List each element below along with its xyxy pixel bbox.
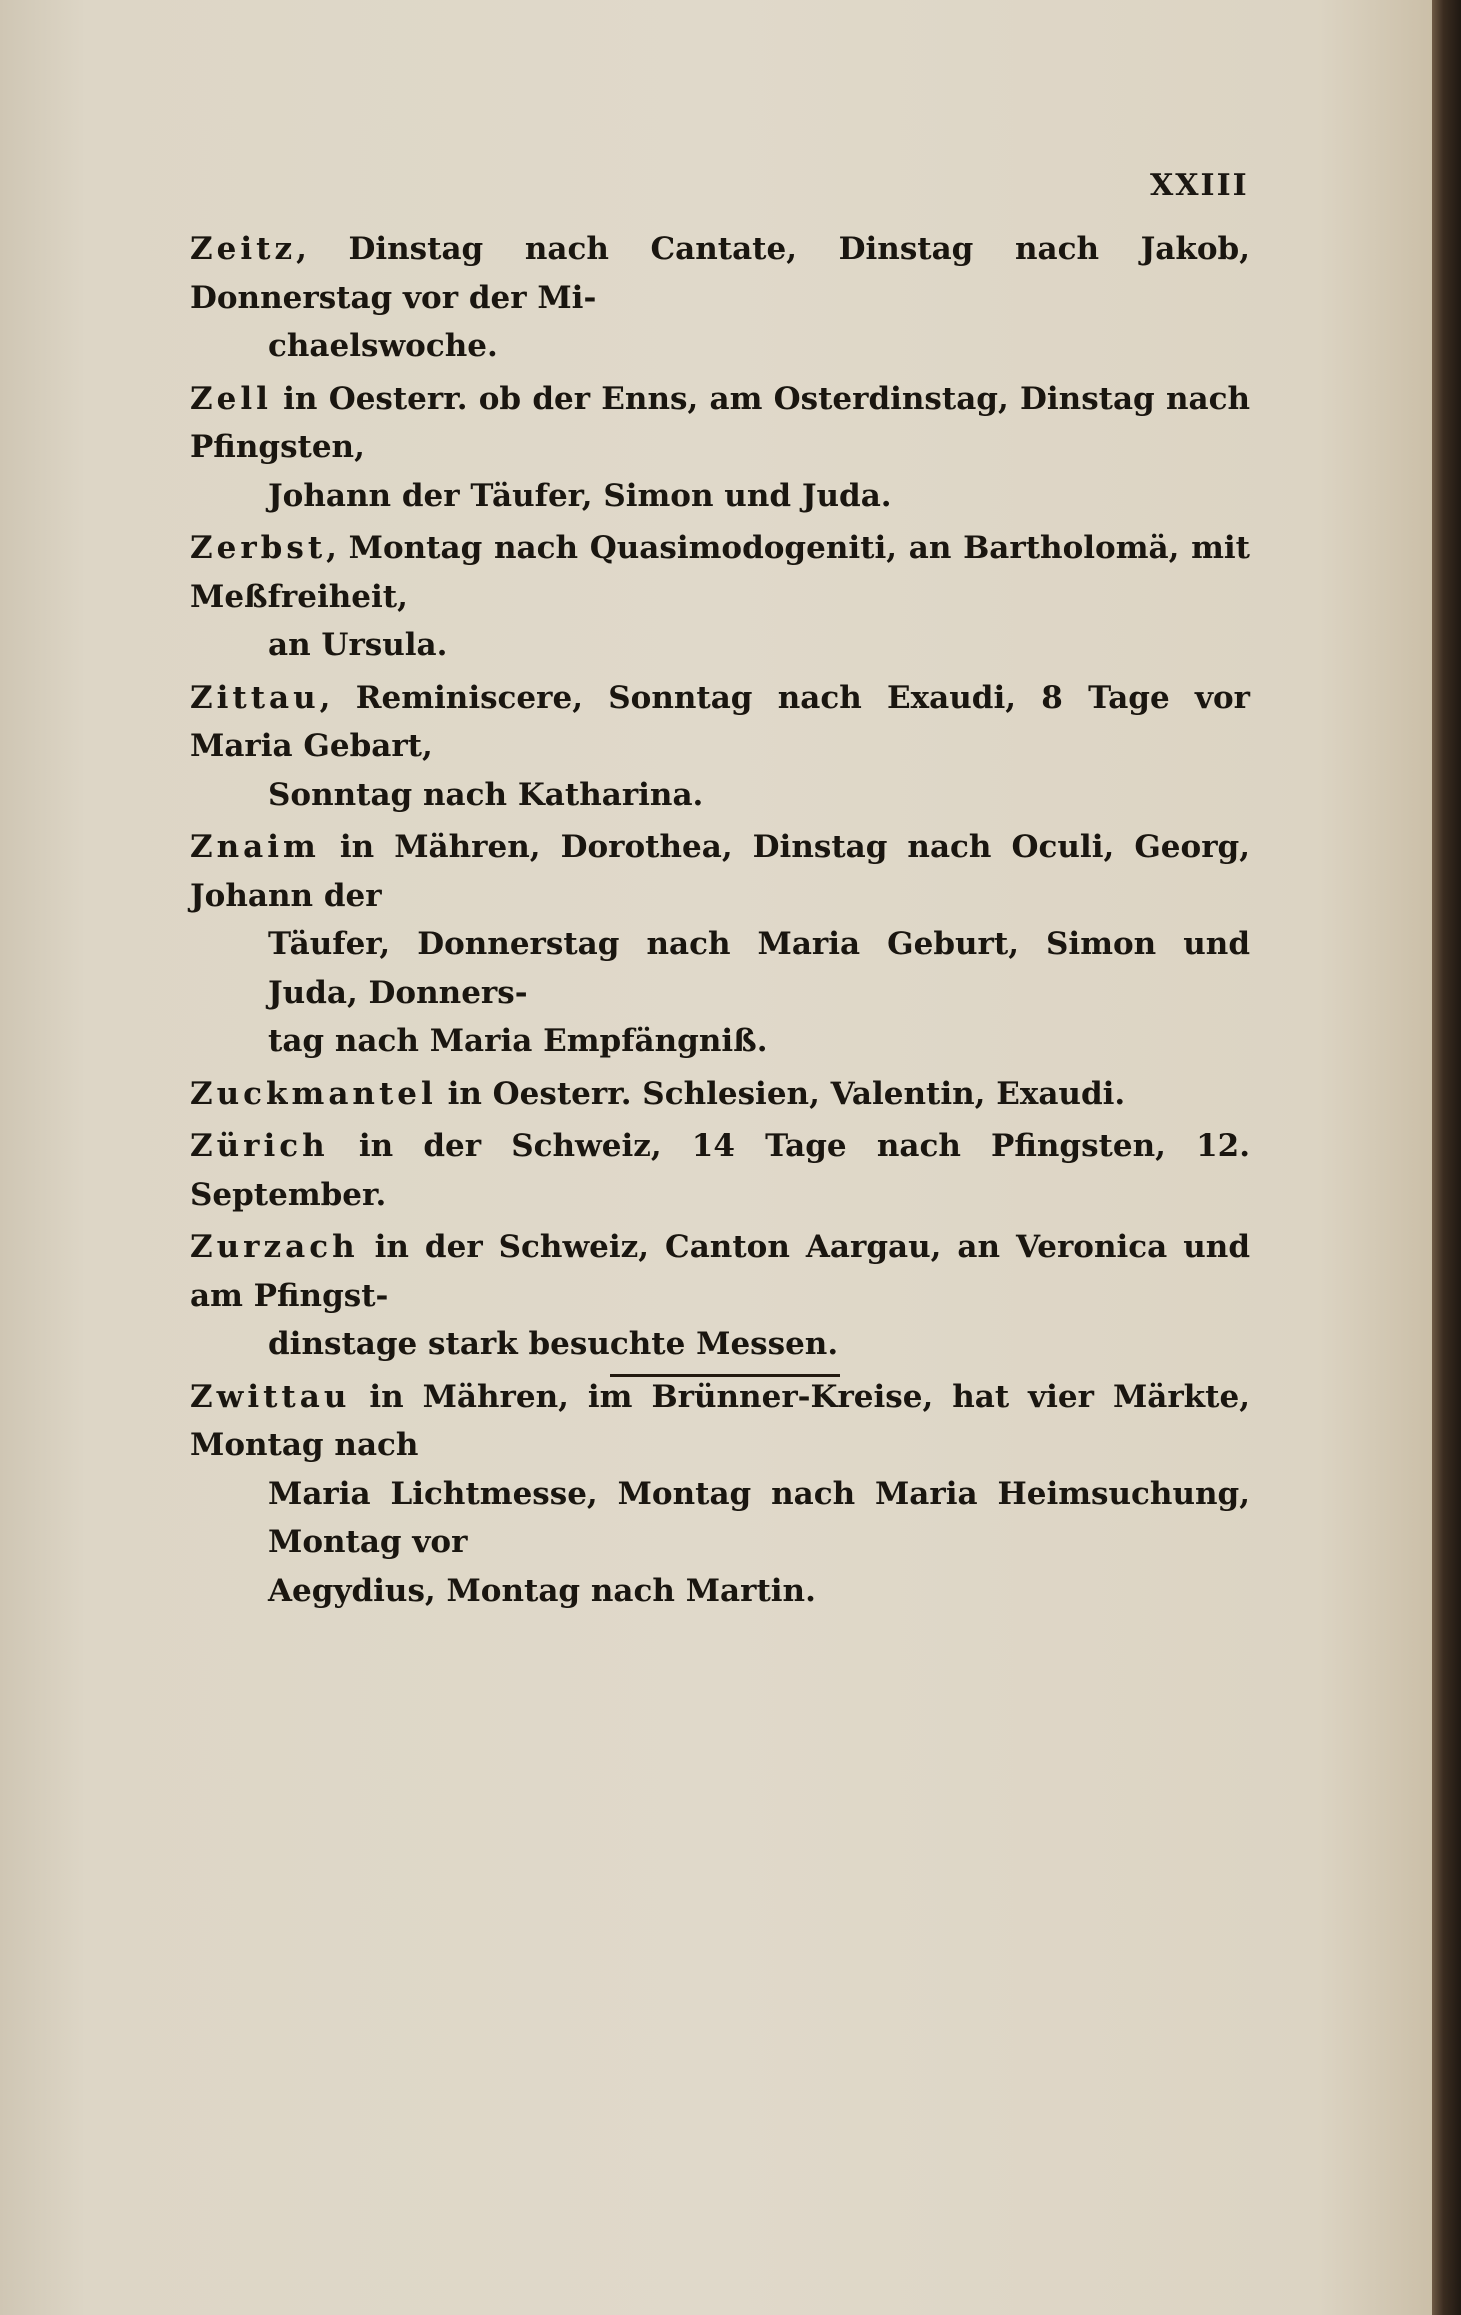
entry-continuation: chaelswoche. — [268, 328, 498, 364]
entry-text: in Oesterr. Schlesien, Valentin, Exaudi. — [436, 1075, 1126, 1112]
entry-continuation-2: tag nach Maria Empfängniß. — [268, 1023, 768, 1059]
entry-zuckmantel — [190, 1070, 1250, 1119]
entry-text: , Reminiscere, Sonntag nach Exaudi, 8 Tage vor Maria Gebart, — [190, 679, 1250, 764]
place-name: Zwittau — [190, 1378, 351, 1415]
place-name: Zurzach — [190, 1229, 359, 1265]
place-name: Znaim — [190, 829, 320, 865]
place-name: Zuckmantel — [190, 1075, 437, 1112]
page-number: XXIII — [1150, 168, 1249, 203]
place-name: Zerbst — [190, 530, 327, 566]
entry-text: in Mähren, im Brünner-Kreise, hat vier Märkte, Montag nach — [190, 1378, 1250, 1463]
entry-zuerich — [190, 1122, 1250, 1219]
market-entries-list — [190, 225, 1250, 1619]
entry-continuation: dinstage stark besuchte Messen. — [268, 1326, 839, 1362]
book-binding-edge — [1432, 0, 1461, 2315]
entry-continuation: an Ursula. — [268, 627, 448, 663]
entry-text: , Montag nach Quasimodogeniti, an Bartholomä, mit Meßfreiheit, — [190, 530, 1250, 615]
entry-znaim — [190, 823, 1250, 1066]
entry-text: , Dinstag nach Cantate, Dinstag nach Jakob, Donnerstag vor der Mi- — [190, 231, 1250, 316]
place-name: Zell — [190, 380, 272, 417]
entry-continuation-2: Aegydius, Montag nach Martin. — [268, 1572, 816, 1609]
entry-continuation: Täufer, Donnerstag nach Maria Geburt, Simon und Juda, Donners- — [268, 926, 1250, 1011]
entry-text: in der Schweiz, 14 Tage nach Pfingsten, 12. September. — [190, 1128, 1250, 1213]
place-name: Zürich — [190, 1128, 329, 1164]
entry-zwittau — [190, 1373, 1250, 1616]
entry-continuation: Johann der Täufer, Simon und Juda. — [268, 477, 892, 514]
entry-zurzach — [190, 1223, 1250, 1369]
entry-continuation: Maria Lichtmesse, Montag nach Maria Heimsuchung, Montag vor — [268, 1475, 1250, 1560]
entry-text: in Mähren, Dorothea, Dinstag nach Oculi, Georg, Johann der — [190, 829, 1250, 914]
entry-text: in der Schweiz, Canton Aargau, an Veronica und am Pfingst- — [190, 1229, 1250, 1314]
place-name: Zittau — [190, 679, 320, 716]
place-name: Zeitz — [190, 231, 297, 267]
closing-rule — [610, 1374, 840, 1377]
entry-zeitz — [190, 225, 1250, 371]
entry-text: in Oesterr. ob der Enns, am Osterdinstag, Dinstag nach Pfingsten, — [190, 380, 1250, 465]
entry-continuation: Sonntag nach Katharina. — [268, 776, 704, 813]
entry-zerbst — [190, 524, 1250, 670]
entry-zell — [190, 375, 1250, 521]
entry-zittau — [190, 674, 1250, 820]
